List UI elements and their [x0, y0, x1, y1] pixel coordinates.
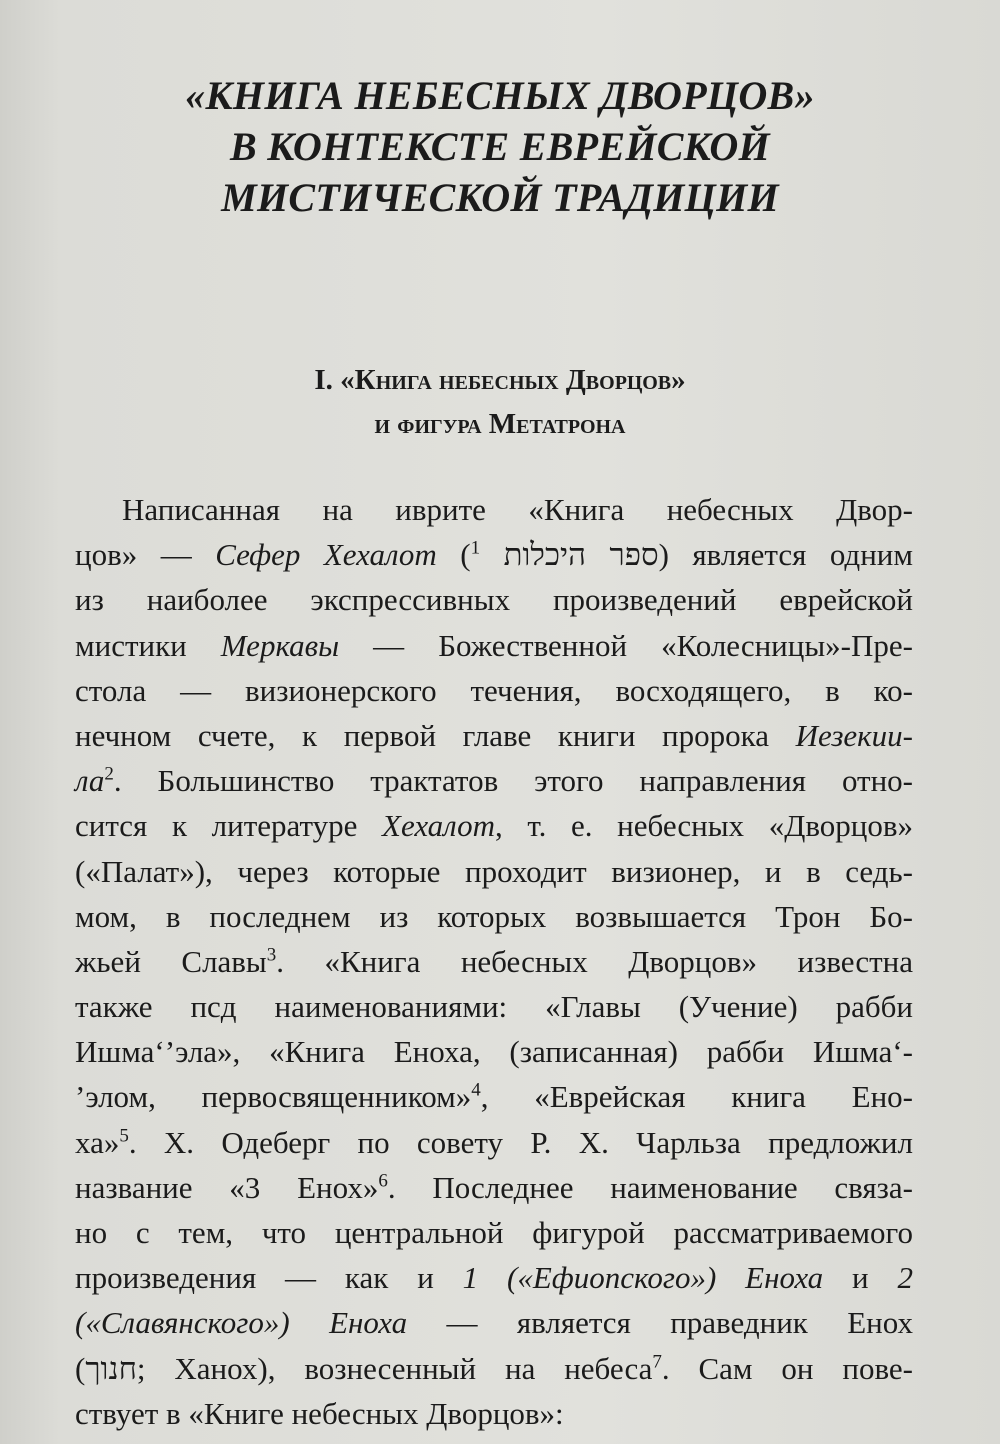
text-line [75, 713, 913, 758]
text: но с тем, что центральной фигурой рассматриваемого [75, 1215, 913, 1250]
text-line [75, 1074, 913, 1119]
text-line [75, 803, 913, 848]
text-line [75, 1120, 913, 1165]
text-line [75, 1255, 913, 1300]
footnote-marker: 4 [471, 1080, 481, 1102]
text: ספר היכלות) является одним [480, 537, 913, 573]
text-line [75, 984, 913, 1029]
text: произведения — как и [75, 1260, 463, 1296]
text: Ишма‘’эла», «Книга Еноха, (записанная) рабби Ишма‘- [75, 1034, 913, 1070]
footnote-marker: 7 [652, 1351, 662, 1373]
text: , «Еврейская книга Ено- [480, 1079, 913, 1115]
text: жьей Славы [75, 943, 267, 979]
text: ’элом, первосвященником» [75, 1079, 472, 1115]
chapter-title-line-3: МИСТИЧЕСКОЙ ТРАДИЦИИ [221, 175, 779, 220]
text-line [75, 1346, 913, 1391]
text: нечном счете, к первой главе книги пророка [75, 717, 796, 753]
text-line [75, 758, 913, 803]
text-line [75, 532, 913, 577]
text: и [823, 1260, 898, 1296]
text-line [75, 1029, 913, 1074]
italic-term: Меркавы [220, 627, 340, 663]
footnote-marker: 5 [119, 1125, 129, 1147]
text-line [75, 1165, 913, 1210]
italic-term: Хехалот [382, 808, 495, 844]
italic-name: Иезекии- [795, 717, 913, 753]
text: ( [436, 537, 471, 573]
footnote-marker: 6 [378, 1170, 388, 1192]
text-line [75, 668, 913, 713]
text: . Большинство трактатов этого направления отно- [113, 763, 913, 799]
text: стола — визионерского течения, восходящего, в ко- [75, 672, 913, 708]
text: . «Книга небесных Дворцов» известна [276, 943, 913, 979]
text: . Сам он пове- [661, 1350, 913, 1386]
italic-title: («Славянского») Еноха [75, 1305, 408, 1341]
footnote-marker: 2 [104, 763, 114, 785]
footnote-marker: 1 [470, 537, 481, 559]
text-line [75, 1210, 913, 1255]
text: (חנוך; Ханох), вознесенный на небеса [75, 1350, 653, 1386]
text-line [75, 939, 913, 984]
italic-title: 2 [897, 1260, 913, 1296]
section-heading [0, 358, 1000, 446]
text: мом, в последнем из которых возвышается Трон Бо- [75, 898, 913, 934]
text: . Х. Одеберг по совету Р. Х. Чарльза предложил [128, 1124, 913, 1160]
text: . Последнее наименование связа- [387, 1169, 913, 1205]
text: название «3 Енох» [75, 1169, 379, 1205]
text: , т. е. небесных «Дворцов» [494, 808, 913, 844]
text: ствует в «Книге небесных Дворцов»: [75, 1395, 564, 1431]
text-line [75, 577, 913, 622]
footnote-marker: 3 [266, 944, 277, 966]
text: («Палат»), через которые проходит визионер, и в седь- [75, 853, 913, 889]
text-line [75, 894, 913, 939]
text-line [75, 849, 913, 894]
text: мистики [75, 627, 221, 663]
chapter-title-line-2: В КОНТЕКСТЕ ЕВРЕЙСКОЙ [230, 124, 770, 169]
text-line [75, 1391, 913, 1436]
chapter-title [0, 70, 1000, 223]
italic-name: ла [75, 763, 105, 799]
italic-title: Сефер Хехалот [215, 537, 437, 573]
italic-title: 1 («Ефиопского») Еноха [462, 1260, 824, 1296]
text: цов» — [75, 537, 216, 573]
chapter-title-line-1: «КНИГА НЕБЕСНЫХ ДВОРЦОВ» [185, 73, 815, 118]
text: сится к литературе [75, 808, 383, 844]
text: Написанная на иврите «Книга небесных Двор- [122, 492, 913, 527]
text: — является праведник Енох [407, 1305, 913, 1341]
text-line [75, 623, 913, 668]
text: из наиболее экспрессивных произведений еврейской [75, 582, 913, 618]
text: также пcд наименованиями: «Главы (Учение) рабби [75, 989, 913, 1025]
text-line [75, 1300, 913, 1345]
section-heading-line-1: I. «Книга небесных Дворцов» [314, 364, 686, 396]
section-heading-line-2: и фигура Метатрона [374, 408, 626, 440]
body-text [75, 487, 913, 1436]
text: — Божественной «Колесницы»-Пре- [339, 627, 913, 663]
text: ха» [75, 1124, 120, 1160]
text-line [75, 487, 913, 532]
